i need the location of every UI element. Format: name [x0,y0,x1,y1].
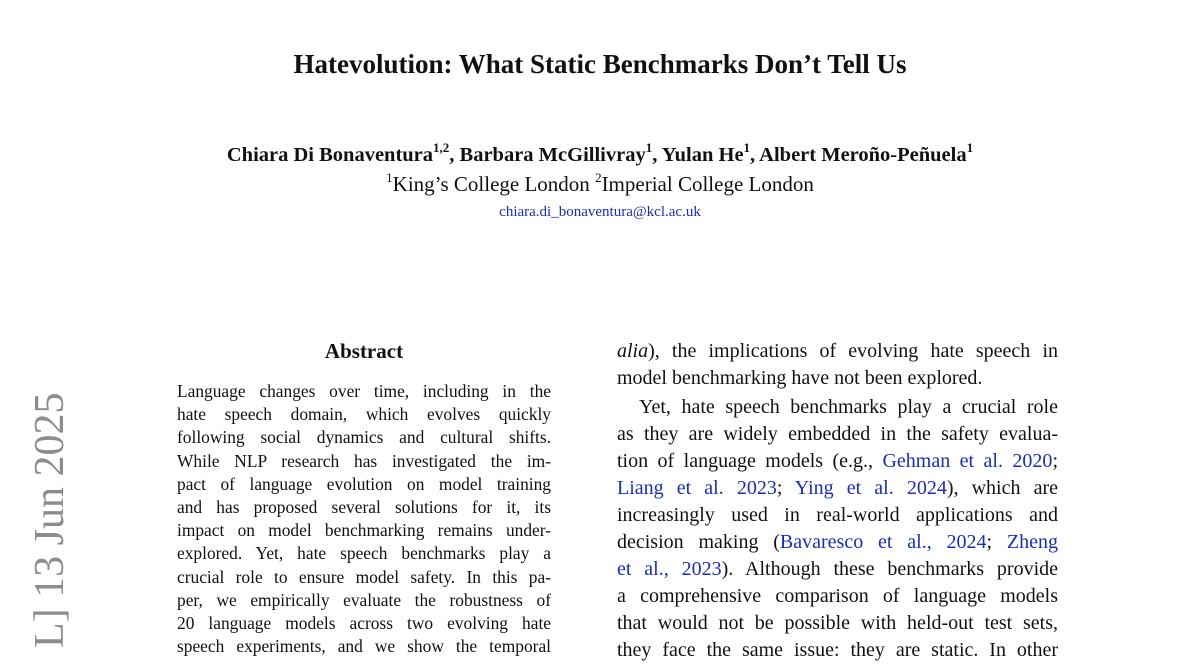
abstract-line: crucial role to ensure model safety. In this pa- [177,566,551,587]
author-list [0,142,1200,168]
author-separator: , [449,144,460,166]
abstract-line: speech experiments, and we show the temporal [177,636,551,657]
body-line: increasingly used in real-world applications and [617,504,1058,526]
affiliation-mark: 1 [386,170,393,185]
body-line: Yet, hate speech benchmarks play a crucial role [639,396,1058,418]
author-affiliation-mark: 1 [743,140,751,156]
citation-link[interactable]: Gehman et al. 2020 [882,450,1053,472]
affiliations [0,170,1200,198]
abstract-line: While NLP research has investigated the im- [177,450,551,471]
body-line [617,448,1058,475]
abstract-heading: Abstract [324,339,404,363]
body-line [617,475,1058,502]
abstract-line: hate speech domain, which evolves quickly [177,404,551,425]
author-affiliation-mark: 1 [966,140,974,156]
body-text: tion of language models (e.g., [617,450,883,472]
body-line [617,556,1058,583]
author-name: Chiara Di Bonaventura [226,144,434,166]
author-affiliation-mark: 1 [645,140,653,156]
abstract-line: following social dynamics and cultural shifts. [177,427,551,448]
citation-link[interactable]: Bavaresco et al., 2024 [779,531,987,553]
introduction-column [617,338,1058,664]
body-text: ; [986,531,1007,553]
body-line [617,338,1058,365]
abstract-line: Language changes over time, including in the [177,381,551,401]
affiliation-name: Imperial College London [601,172,814,196]
affiliation-name: King’s College London [392,172,590,196]
author-affiliation-mark: 1,2 [433,140,450,156]
paper-title: Hatevolution: What Static Benchmarks Don’t Tell Us [293,49,907,79]
author-name: Albert Meroño-Peñuela [759,144,967,166]
author-email-link[interactable]: chiara.di_bonaventura@kcl.ac.uk [499,204,701,220]
arxiv-side-stamp: L] 13 Jun 2025 [27,392,73,648]
body-line: that would not be possible with held-out test sets, [617,612,1058,634]
body-text: ). Although these benchmarks provide [721,558,1058,580]
abstract-line: impact on model benchmarking remains under- [177,520,551,541]
body-text: ; [1052,450,1058,472]
abstract-body [177,380,551,658]
body-text: ), the implications of evolving hate speech in [648,340,1058,362]
body-line: a comprehensive comparison of language models [617,585,1058,607]
author-separator: , [652,144,662,166]
abstract-line: per, we empirically evaluate the robustness of [177,589,551,610]
body-text: decision making ( [617,531,780,553]
citation-link[interactable]: Zheng [1006,531,1058,553]
affiliation-mark: 2 [595,170,602,185]
body-text: ), which are [946,477,1058,499]
abstract-line: pact of language evolution on model training [177,473,551,494]
citation-link[interactable]: Ying et al. 2024 [794,477,947,499]
abstract-line: 20 language models across two evolving hate [177,612,551,633]
body-line: as they are widely embedded in the safety evalua- [617,423,1058,445]
author-name: Yulan He [661,144,744,166]
body-line [617,529,1058,556]
citation-link[interactable]: Liang et al. 2023 [617,477,777,499]
abstract-line: explored. Yet, hate speech benchmarks play a [177,543,551,564]
author-separator: , [750,144,760,166]
body-line: they face the same issue: they are static. In other [617,639,1058,661]
author-name: Barbara McGillivray [459,144,646,166]
citation-link[interactable]: et al., 2023 [617,558,722,580]
body-line: model benchmarking have not been explored. [617,367,983,389]
body-text: ; [776,477,795,499]
abstract-line: and has proposed several solutions for it, its [177,496,551,517]
italic-text: alia [617,340,649,362]
